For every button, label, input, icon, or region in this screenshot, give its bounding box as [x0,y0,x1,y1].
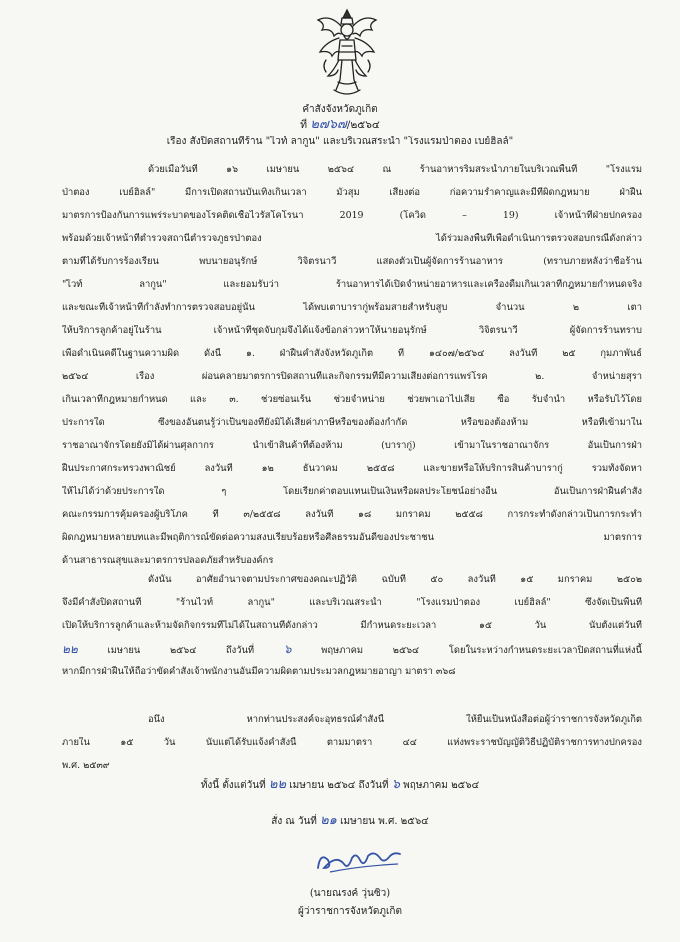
body-line: ด้วยเมื่อวันที่ ๑๖ เมษายน ๒๕๖๔ ณ ร้านอาหารริมสระน้ำภายในบริเวณพื้นที่ "โรงแรม [148,164,642,175]
body-line: อนึ่ง หากท่านประสงค์จะอุทธรณ์คำสั่งนี้ ให้ยื่นเป็นหนังสือต่อผู้ว่าราชการจังหวัดภูเก็ต [148,714,642,725]
order-number [0,118,680,132]
effective-middle: เมษายน ๒๕๖๔ ถึงวันที่ [289,780,389,791]
ordered-suffix: เมษายน พ.ศ. ๒๕๖๔ [340,816,429,827]
governor-title: ผู้ว่าราชการจังหวัดภูเก็ต [298,906,402,917]
body-line: ให้ไม่ได้ว่าด้วยประการใด ๆ โดยเรียกค่าตอบแทนเป็นเงินหรือผลประโยชน์อย่างอื่น อันเป็นการฝ่าฝืนคำสั่ง [62,486,642,497]
order-number-suffix: /๒๕๖๔ [346,119,380,131]
body-line: คณะกรรมการคุ้มครองผู้บริโภค ที่ ๓/๒๕๕๘ ลงวันที่ ๑๘ มกราคม ๒๕๕๘ การกระทำดังกล่าวเป็นการกระทำ [62,509,642,520]
body-text-span: พฤษภาคม ๒๕๖๔ โดยในระหว่างกำหนดระยะเวลาปิดสถานที่แห่งนี้ [291,645,642,656]
effective-end-day-handwritten: ๖ [391,778,400,792]
body-line: พร้อมด้วยเจ้าหน้าที่ตำรวจสถานีตำรวจภูธรป่าตอง ได้ร่วมลงพื้นที่เพื่อดำเนินการตรวจสอบกรณีดังกล่าว [62,233,642,244]
body-text-span: เมษายน ๒๕๖๔ ถึงวันที่ [77,645,284,656]
issuer-line: คำสั่งจังหวัดภูเก็ต [302,104,378,115]
body-line: ฝืนประกาศกระทรวงพาณิชย์ ลงวันที่ ๑๒ ธันวาคม ๒๕๕๘ และขายหรือให้บริการสินค้าบารากู่ รวมทั้งจัดหา [62,463,642,474]
body-line: หากมีการฝ่าฝืนให้ถือว่าขัดคำสั่งเจ้าพนักงานอันมีความผิดตามประมวลกฎหมายอาญา มาตรา ๓๖๘ [62,666,456,677]
body-line: เกินเวลาที่กฎหมายกำหนด และ ๓. ช่วยซ่อนเร้น ช่วยจำหน่าย ช่วยพาเอาไปเสีย ซื้อ รับจำนำ หรือรับไว้โดย [62,394,642,405]
garuda-emblem-icon [312,6,382,100]
body-line: ตามที่ได้รับการร้องเรียน พบนายอนุรักษ์ วิจิตรนาวี แสดงตัวเป็นผู้จัดการร้านอาหาร (ทราบภายหลังว่าชื่อร้าน [62,256,642,267]
governor-signature [310,846,410,876]
governor-name: (นายณรงค์ วุ่นซิ้ว) [309,888,391,899]
effective-suffix: พฤษภาคม ๒๕๖๔ [403,780,480,791]
body-line: เปิดให้บริการลูกค้าและห้ามจัดกิจกรรมที่ไม่ได้ในสถานที่ดังกล่าว มีกำหนดระยะเวลา ๑๕ วัน นับตั้งแต่วันที่ [62,620,642,631]
body-line: ด้านสาธารณสุขและมาตรการปลอดภัยสำหรับองค์กร [62,555,274,566]
order-number-prefix: ที่ [300,119,308,131]
body-line: ให้บริการลูกค้าอยู่ในร้าน เจ้าหน้าที่ชุดจับกุมจึงได้แจ้งข้อกล่าวหาให้นายอนุรักษ์ วิจิตรนาวี ผู้จัดการร้านทราบ [62,325,642,336]
body-line: เพื่อดำเนินคดีในฐานความผิด ดังนี้ ๑. ฝ่าฝืนคำสั่งจังหวัดภูเก็ต ที่ ๑๔๐๗/๒๕๖๔ ลงวันที่ ๒๕ กุมภาพันธ์ [62,348,642,359]
body-line: จึงมีคำสั่งปิดสถานที่ "ร้านไวท์ ลากูน" และบริเวณสระน้ำ "โรงแรมป่าตอง เบย์ฮิลล์" ซึ่งจัดเป็นพื้นที่ [62,597,642,608]
ordered-day-handwritten: ๒๑ [320,814,337,828]
order-number-handwritten: ๒๗๖๗ [310,118,347,132]
handwritten-date: ๖ [283,643,292,656]
body-line: ดังนั้น อาศัยอำนาจตามประกาศของคณะปฏิวัติ ฉบับที่ ๕๐ ลงวันที่ ๑๕ มกราคม ๒๕๐๒ [148,574,642,585]
body-line: ประการใด ซึ่งของอันตนรู้ว่าเป็นของที่ยังมิได้เสียค่าภาษีหรือของต้องกำกัด หรือของต้องห้าม หรือที่เข้ามาใน [62,417,642,428]
body-line: ป่าตอง เบย์ฮิลล์" มีการเปิดสถานบันเทิงเกินเวลา มั่วสุม เสี่ยงต่อ ก่อความรำคาญและมีที่ผิดกฎหมาย ฝ่าฝืน [62,187,642,198]
effective-period-line [0,778,680,793]
handwritten-date: ๒๒ [62,643,78,656]
body-line: ราชอาณาจักรโดยยังมิได้ผ่านศุลกากร นำเข้าสินค้าที่ต้องห้าม (บารากู่) เข้ามาในราชอาณาจักร อันเป็นการฝ่า [62,440,642,451]
body-line: มาตรการป้องกันการแพร่ระบาดของโรคติดเชื้อไวรัสโคโรนา 2019 (โควิด – 19) เจ้าหน้าที่ฝ่ายปกครอง [62,210,642,221]
effective-prefix: ทั้งนี้ ตั้งแต่วันที่ [200,780,266,791]
ordered-date-line [0,814,680,829]
body-line: และขณะที่เจ้าหน้าที่กำลังทำการตรวจสอบอยู่นั้น ได้พบเตาบารากู่พร้อมสายสำหรับสูบ จำนวน ๒ เตา [62,302,642,313]
body-line: ผิดกฎหมายหลายบทและมีพฤติการณ์ขัดต่อความสงบเรียบร้อยหรือศีลธรรมอันดีของประชาชน มาตรการ [62,532,642,543]
body-line: "ไวท์ ลากูน" และยอมรับว่า ร้านอาหารได้เปิดจำหน่ายอาหารและเครื่องดื่มเกินเวลาที่กฎหมายกำหนดจริง [62,279,642,290]
ordered-prefix: สั่ง ณ วันที่ [271,816,317,827]
body-line: ภายใน ๑๕ วัน นับแต่ได้รับแจ้งคำสั่งนี้ ตามมาตรา ๔๔ แห่งพระราชบัญญัติวิธีปฏิบัติราชการทางปกครอง [62,737,642,748]
body-line [62,643,642,657]
effective-start-day-handwritten: ๒๒ [268,778,287,792]
body-line: พ.ศ. ๒๕๓๙ [62,760,110,771]
subject-line: เรื่อง สั่งปิดสถานที่ร้าน "ไวท์ ลากูน" และบริเวณสระน้ำ "โรงแรมป่าตอง เบย์ฮิลล์" [166,136,514,147]
body-line: ๒๕๖๔ เรื่อง ผ่อนคลายมาตรการปิดสถานที่และกิจกรรมที่มีความเสี่ยงต่อการแพร่โรค ๒. จำหน่ายสุรา [62,371,642,382]
